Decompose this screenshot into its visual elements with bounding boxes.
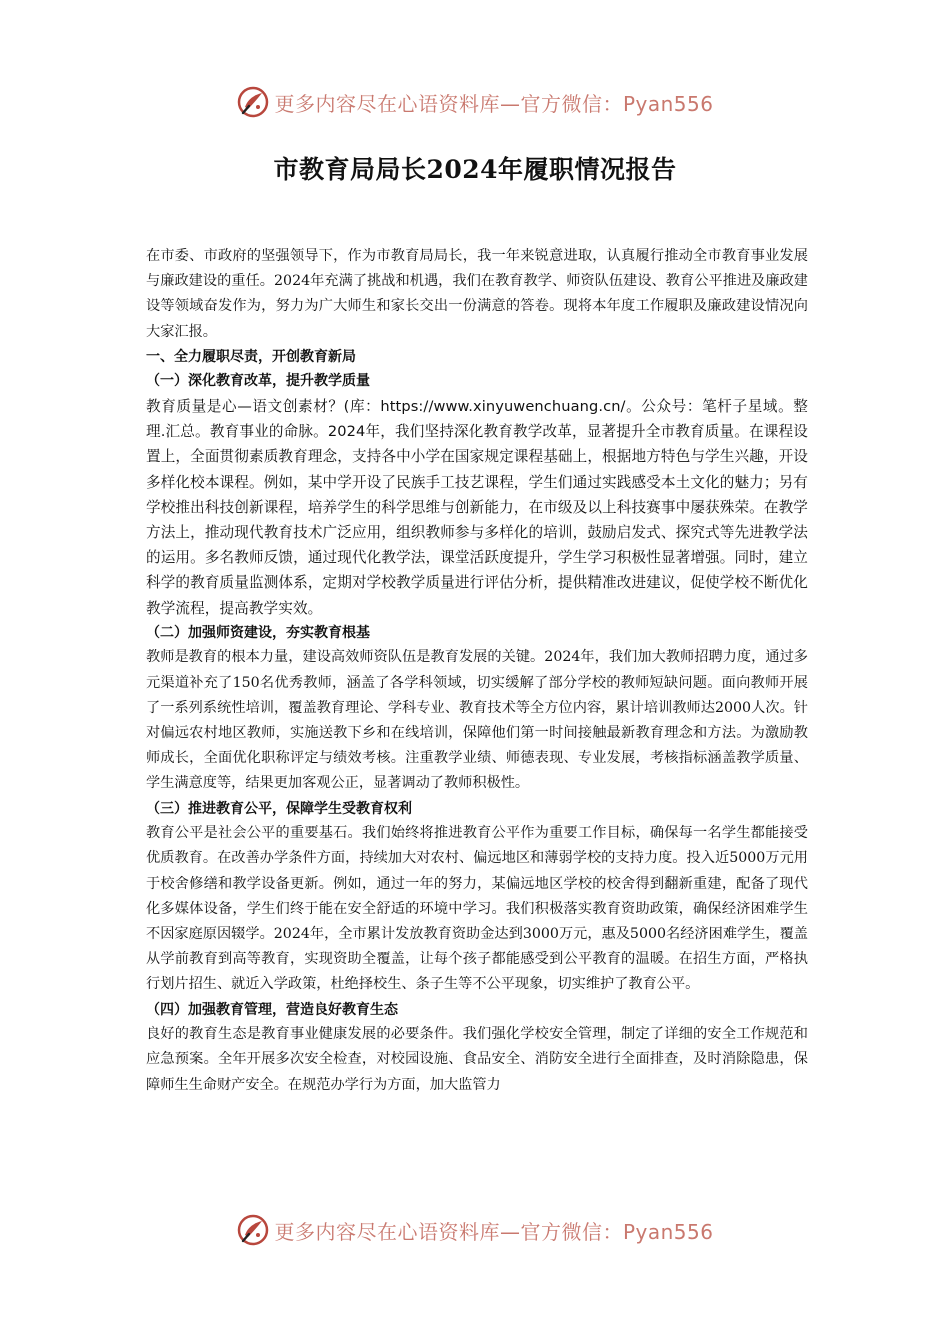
- subsection-heading-2: （二）加强师资建设，夯实教育根基: [146, 624, 370, 641]
- watermark-text: 更多内容尽在心语资料库—官方微信：Pyan556: [274, 91, 714, 116]
- watermark-banner-bottom: [0, 1208, 950, 1252]
- section-heading-1: 一、全力履职尽责，开创教育新局: [146, 348, 356, 365]
- intro-paragraph: 在市委、市政府的坚强领导下，作为市教育局局长，我一年来锐意进取，认真履行推动全市教育事业发展与廉政建设的重任。2024年充满了挑战和机遇，我们在教育教学、师资队伍建设、教育公平推进及廉政建设等领域奋发作为，努力为广大师生和家长交出一份满意的答卷。现将本年度工作履职及廉政建设情况向大家汇报。: [146, 248, 808, 340]
- subsection-heading-3: （三）推进教育公平，保障学生受教育权利: [146, 800, 412, 817]
- subsection-body-1: 教育质量是心—语文创素材？(库：https://www.xinyuwenchuang.cn/。公众号：笔杆子星域。整理.汇总。教育事业的命脉。2024年，我们坚持深化教育教学改革，显著提升全市教育质量。在课程设置上，全面贯彻素质教育理念，支持各中小学在国家规定课程基础上，根据地方特色与学生兴趣，开设多样化校本课程。例如，某中学开设了民族手工技艺课程，学生们通过实践感受本土文化的魅力；另有学校推出科技创新课程，培养学生的科学思维与创新能力，在市级及以上科技赛事中屡获殊荣。在教学方法上，推动现代教育技术广泛应用，组织教师参与多样化的培训，鼓励启发式、探究式等先进教学法的运用。多名教师反馈，通过现代化教学法，课堂活跃度提升，学生学习积极性显著增强。同时，建立科学的教育质量监测体系，定期对学校教学质量进行评估分析，提供精准改进建议，促使学校不断优化教学流程，提高教学实效。: [146, 398, 808, 617]
- watermark-text: 更多内容尽在心语资料库—官方微信：Pyan556: [274, 1219, 714, 1244]
- subsection-body-3: 教育公平是社会公平的重要基石。我们始终将推进教育公平作为重要工作目标，确保每一名学生都能接受优质教育。在改善办学条件方面，持续加大对农村、偏远地区和薄弱学校的支持力度。投入近5000万元用于校舍修缮和教学设备更新。例如，通过一年的努力，某偏远地区学校的校舍得到翻新重建，配备了现代化多媒体设备，学生们终于能在安全舒适的环境中学习。我们积极落实教育资助政策，确保经济困难学生不因家庭原因辍学。2024年，全市累计发放教育资助金达到3000万元，惠及5000名经济困难学生，覆盖从学前教育到高等教育，实现资助全覆盖，让每个孩子都能感受到公平教育的温暖。在招生方面，严格执行划片招生、就近入学政策，杜绝择校生、条子生等不公平现象，切实维护了教育公平。: [146, 825, 808, 993]
- ink-brush-logo-icon: [236, 85, 270, 119]
- ink-brush-logo-icon: [236, 1213, 270, 1247]
- subsection-heading-4: （四）加强教育管理，营造良好教育生态: [146, 1001, 398, 1018]
- watermark-banner-top: [0, 80, 950, 124]
- document-body: [146, 244, 808, 1098]
- subsection-body-2: 教师是教育的根本力量，建设高效师资队伍是教育发展的关键。2024年，我们加大教师招聘力度，通过多元渠道补充了150名优秀教师，涵盖了各学科领域，切实缓解了部分学校的教师短缺问题。面向教师开展了一系列系统性培训，覆盖教育理论、学科专业、教育技术等全方位内容，累计培训教师达2000人次。针对偏远农村地区教师，实施送教下乡和在线培训，保障他们第一时间接触最新教育理念和方法。为激励教师成长，全面优化职称评定与绩效考核。注重教学业绩、师德表现、专业发展，考核指标涵盖教学质量、学生满意度等，结果更加客观公正，显著调动了教师积极性。: [146, 649, 808, 792]
- subsection-heading-1: （一）深化教育改革，提升教学质量: [146, 373, 370, 390]
- document-title: 市教育局局长2024年履职情况报告: [273, 155, 677, 184]
- subsection-body-4: 良好的教育生态是教育事业健康发展的必要条件。我们强化学校安全管理，制定了详细的安全工作规范和应急预案。全年开展多次安全检查，对校园设施、食品安全、消防安全进行全面排查，及时消除隐患，保障师生生命财产安全。在规范办学行为方面，加大监管力: [146, 1026, 808, 1093]
